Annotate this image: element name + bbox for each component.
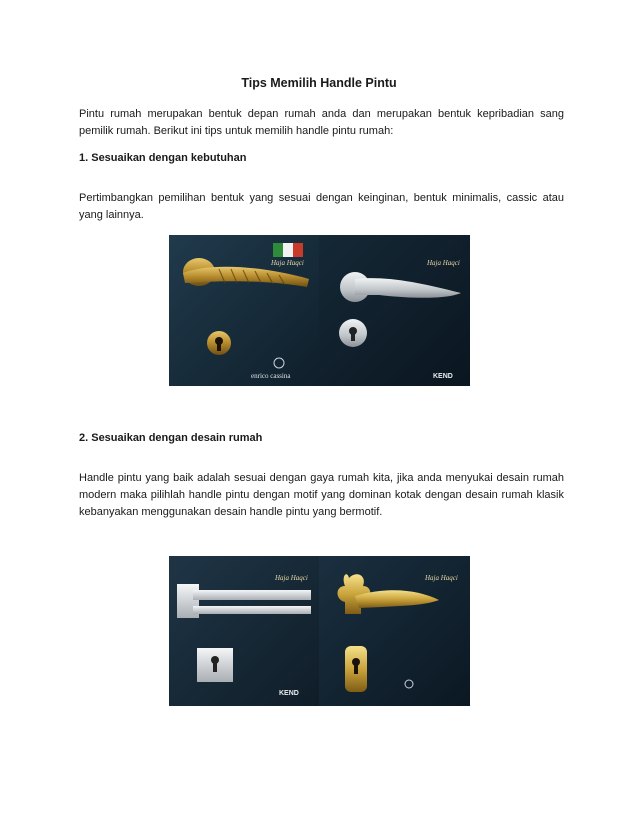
section-2-heading: 2. Sesuaikan dengan desain rumah — [79, 432, 263, 444]
brand-label-top: Haja Haqci — [271, 259, 304, 267]
photo-square-modern-handle — [169, 556, 319, 706]
photo-ornate-gold-handle — [319, 556, 470, 706]
section-1-body: Pertimbangkan pemilihan bentuk yang sesuai dengan keinginan, bentuk minimalis, cassic atau yang lainnya. — [79, 192, 564, 221]
brand-label-bottom: KEND — [279, 690, 299, 697]
brand-label-top: Haja Haqci — [425, 574, 458, 582]
section-1-heading: 1. Sesuaikan dengan kebutuhan — [79, 152, 247, 164]
brand-label-top: Haja Haqci — [427, 259, 460, 267]
page-title: Tips Memilih Handle Pintu — [241, 76, 397, 90]
section-2-body: Handle pintu yang baik adalah sesuai dengan gaya rumah kita, jika anda menyukai desain rumah modern maka pilihlah handle pintu dengan motif yang dominan kotak dengan desain rumah klasik kebanyakan menggunakan desain handle pintu yang bermotif. — [79, 472, 564, 518]
brand-label-bottom: KEND — [433, 373, 453, 380]
brand-label-top: Haja Haqci — [275, 574, 308, 582]
photo-classic-handle — [169, 235, 319, 386]
photo-modern-lever-handle — [319, 235, 470, 386]
brand-label-bottom: enrico cassina — [251, 372, 291, 380]
intro-paragraph: Pintu rumah merupakan bentuk depan rumah anda dan merupakan bentuk kepribadian sang pemilik rumah. Berikut ini tips untuk memilih handle pintu rumah: — [79, 108, 564, 137]
